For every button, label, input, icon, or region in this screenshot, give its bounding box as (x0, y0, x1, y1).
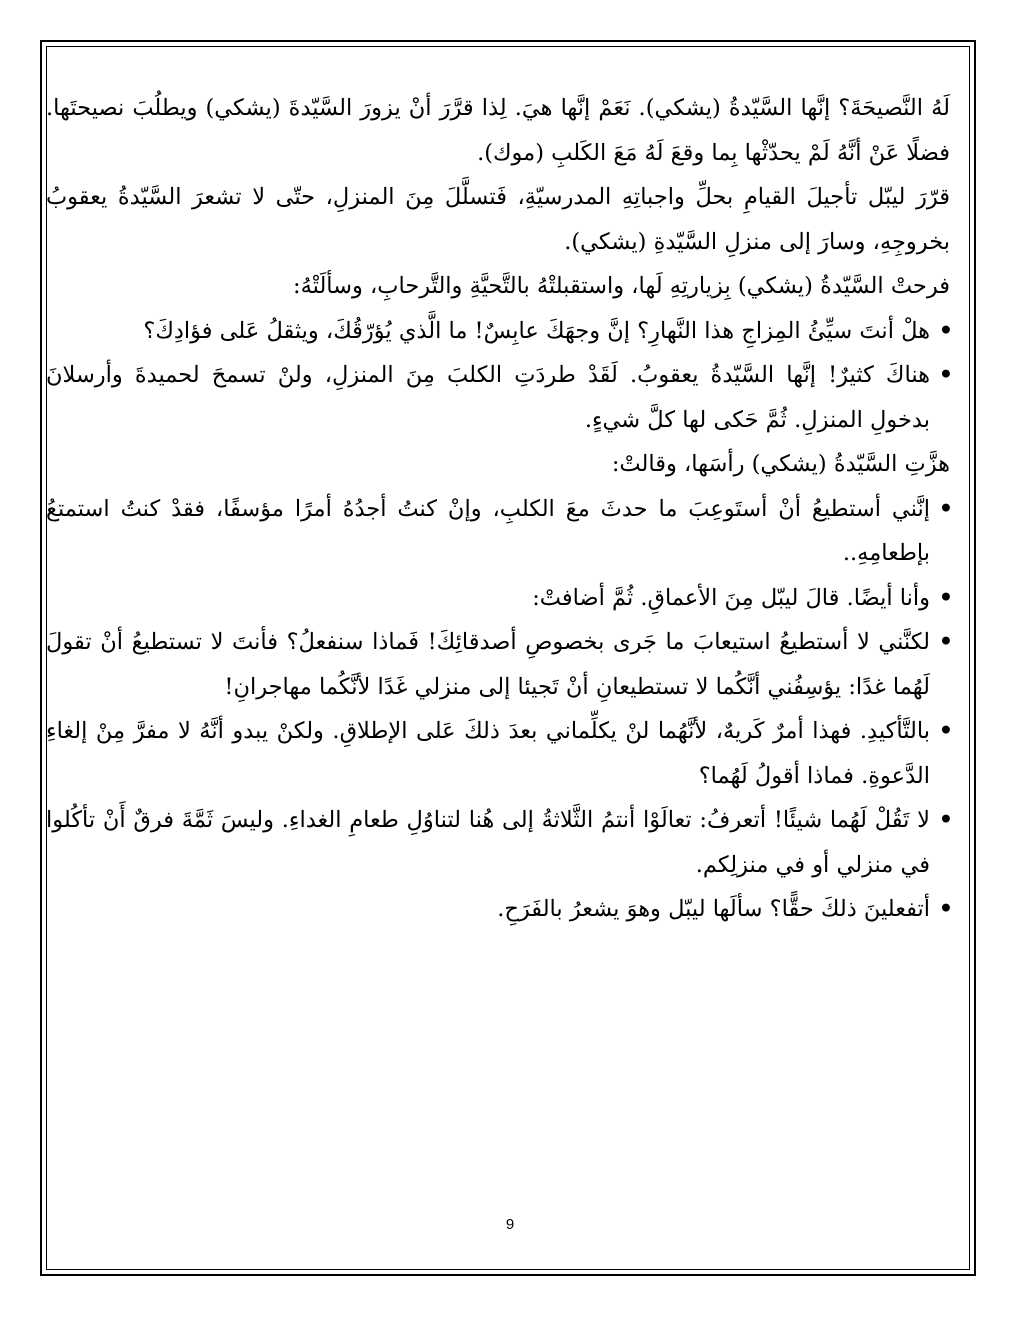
bullet-icon: • (938, 584, 954, 611)
bullet-icon: • (938, 718, 954, 744)
dialogue-line (46, 576, 954, 621)
dialogue-text: بالتَّأكيدِ. فهذا أمرٌ كَريهٌ، لأنَّهُما لنْ يكلِّماني بعدَ ذلكَ عَلى الإطلاقِ. ولكنْ يبدو أنَّهُ لا مفرَّ مِنْ إلغاءِ الدَّعوةِ. فماذا أقولُ لَهُما؟ (46, 718, 930, 789)
dialogue-line (46, 620, 954, 709)
dialogue-line (46, 887, 954, 932)
bullet-icon: • (938, 317, 954, 344)
dialogue-text: هناكَ كثيرٌ! إنَّها السَّيّدةُ يعقوبُ. لَقَدْ طردَتِ الكلبَ مِنَ المنزلِ، ولنْ تسمحَ لحميدةَ وأرسلانَ بدخولِ المنزلِ. ثُمَّ حَكى لها كلَّ شيءٍ. (46, 362, 930, 433)
story-text (46, 86, 954, 932)
paragraph-4: هزَّتِ السَّيّدةُ (يشكي) رأسَها، وقالتْ: (611, 451, 950, 477)
paragraph-1: لَهُ النَّصيحَةَ؟ إنَّها السَّيّدةُ (يشكي). نَعَمْ إنَّها هيَ. لِذا قرَّرَ أنْ يزورَ السَّيّدةَ (يشكي) ويطلُبَ نصيحتَها. فضلًا عَنْ أنَّهُ لَمْ يحدّثْها بِما وقعَ لَهُ مَعَ الكَلبِ (موك). (46, 95, 950, 166)
paragraph-2: قرّرَ ليبّل تأجيلَ القيامِ بحلِّ واجباتِهِ المدرسيّةِ، فَتسلَّلَ مِنَ المنزلِ، حتّى لا تشعرَ السَّيّدةُ يعقوبُ بخروجِهِ، وسارَ إلى منزلِ السَّيّدةِ (يشكي). (46, 184, 950, 255)
dialogue-text: هلْ أنتَ سيِّئُ المِزاجِ هذا النَّهارِ؟ إنَّ وجهَكَ عابِسٌ! ما الَّذي يُؤرّقُكَ، ويثقلُ عَلى فؤادِكَ؟ (143, 317, 930, 344)
dialogue-line (46, 709, 954, 798)
bullet-icon: • (938, 629, 954, 655)
dialogue-list-2 (46, 487, 954, 932)
dialogue-text: لكنَّني لا أستطيعُ استيعابَ ما جَرى بخصوصِ أصدقائِكَ! فَماذا سنفعلُ؟ فأنتَ لا تستطيعُ أنْ تقولَ لَهُما غدًا: يؤسِفُني أنَّكُما لا تستطيعانِ أنْ تَجيئا إلى منزلي غَدًا لأنَّكُما مهاجرانِ! (46, 629, 930, 700)
bullet-icon: • (938, 362, 954, 388)
page-number: 9 (505, 1216, 515, 1233)
dialogue-text: إنَّني أستطيعُ أنْ أستَوعِبَ ما حدثَ معَ الكلبِ، وإنْ كنتُ أجدُهُ أمرًا مؤسفًا، فقدْ كنتُ استمتعُ بإطعامِهِ.. (46, 495, 930, 566)
bullet-icon: • (938, 896, 954, 922)
dialogue-line (46, 309, 954, 354)
paragraph-3: فرحتْ السَّيّدةُ (يشكي) بِزيارتِهِ لَها، واستقبلتْهُ بالتَّحيَّةِ والتَّرحابِ، وسألَتْهُ: (293, 273, 950, 299)
dialogue-text: وأنا أيضًا. قالَ ليبّل مِنَ الأعماقِ. ثُمَّ أضافتْ: (532, 584, 930, 611)
dialogue-text: أتفعلينَ ذلكَ حقًّا؟ سألَها ليبّل وهوَ يشعرُ بالفَرَحِ. (497, 896, 930, 922)
dialogue-line (46, 353, 954, 442)
dialogue-line (46, 798, 954, 887)
dialogue-text: لا تَقُلْ لَهُما شيئًا! أتعرفُ: تعالَوْا أنتمُ الثَّلاثةُ إلى هُنا لتناوُلِ طعامِ الغداءِ. وليسَ ثَمَّةَ فرقٌ أَنْ تأكُلوا في منزلي أو في منزلِكم. (46, 807, 930, 878)
dialogue-line (46, 487, 954, 576)
bullet-icon: • (938, 495, 954, 522)
bullet-icon: • (938, 807, 954, 833)
dialogue-list-1 (46, 309, 954, 443)
